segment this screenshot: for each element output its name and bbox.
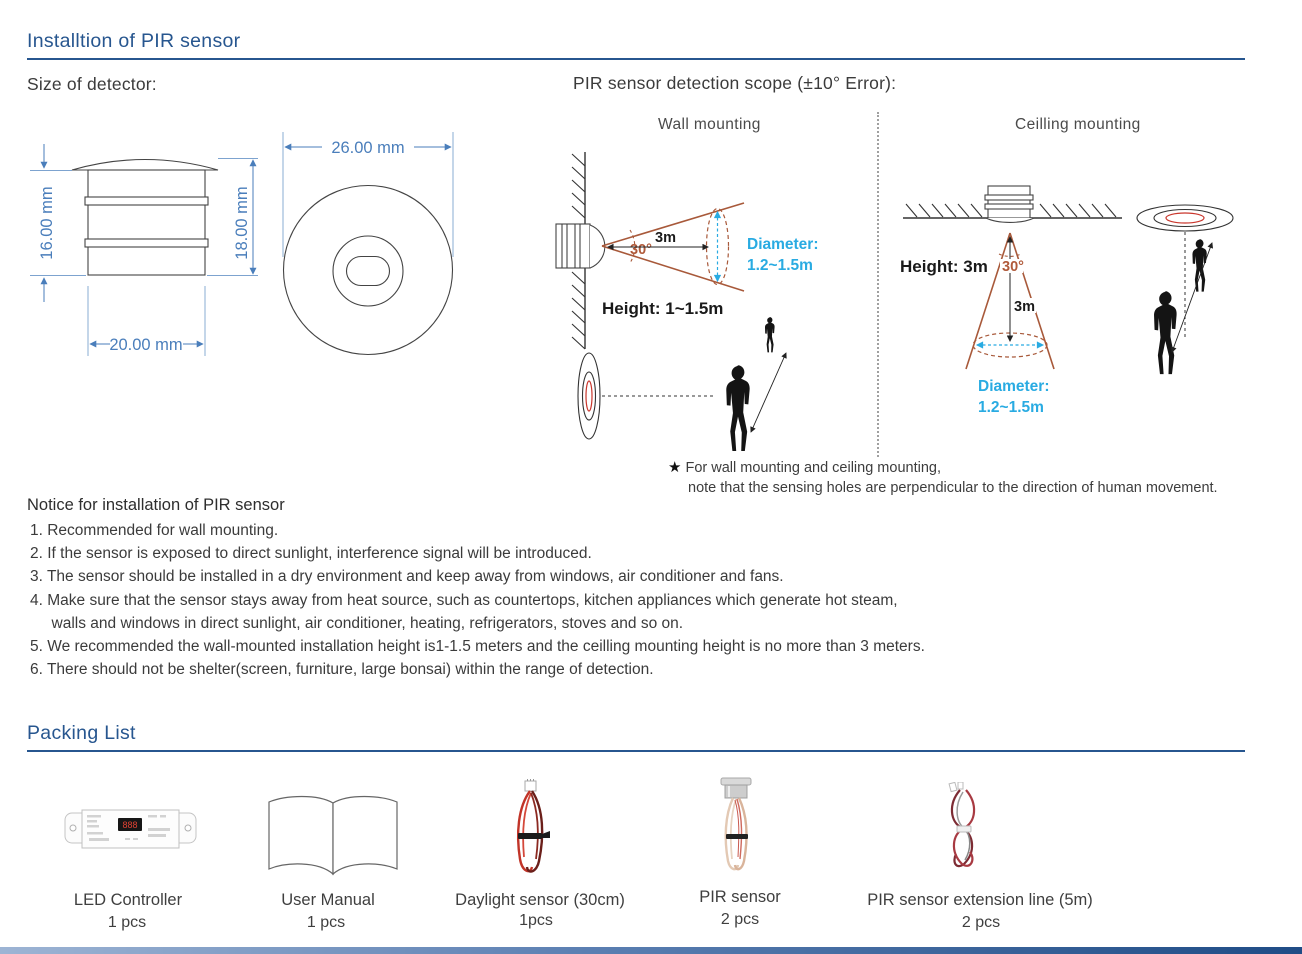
wall-sensor-front-view (578, 353, 600, 439)
led-display-digits: 888 (122, 820, 138, 830)
dim-16mm-label: 16.00 mm (38, 186, 56, 260)
pir-extension-line-image (938, 782, 990, 877)
walking-person-small (765, 317, 775, 352)
packing-item-qty: 1 pcs (306, 914, 346, 931)
star-icon: ★ (668, 459, 682, 476)
ceiling-movement-arrow (1172, 243, 1212, 352)
walking-person-large (1154, 291, 1177, 374)
packing-item-name: PIR sensor (699, 888, 781, 906)
dim-26mm-label: 26.00 mm (331, 139, 405, 157)
size-section-label: Size of detector: (27, 74, 157, 94)
sensor-side-body (72, 160, 218, 276)
notice-line: 1. Recommended for wall mounting. (30, 522, 279, 539)
notice-list (30, 519, 1150, 681)
ceiling-diameter-label: Diameter: (978, 378, 1050, 395)
mounting-note (668, 458, 1228, 498)
sensor-face-body (284, 186, 453, 355)
packing-item-qty: 1 pcs (107, 914, 147, 931)
ceiling-sensor-bottom-view (1137, 205, 1233, 231)
notice-title: Notice for installation of PIR sensor (27, 496, 285, 514)
packing-rule (27, 750, 1245, 752)
ceiling-diameter-value: 1.2~1.5m (978, 399, 1044, 416)
wall-diameter-label: Diameter: (747, 236, 819, 253)
wall-height-label: Height: 1~1.5m (602, 299, 724, 318)
ceiling-height-label: Height: 3m (900, 257, 988, 276)
footer-accent-bar (0, 947, 1302, 954)
page-title: Installtion of PIR sensor (27, 30, 241, 52)
ceiling-mounting-diagram (895, 100, 1255, 470)
note-line2: note that the sensing holes are perpendicular to the direction of human movement. (688, 480, 1218, 496)
notice-line: 4. Make sure that the sensor stays away from heat source, such as countertops, kitchen appliances which generate hot steam, (30, 591, 898, 609)
walking-person-large (726, 365, 749, 451)
wall-diameter-value: 1.2~1.5m (747, 257, 813, 274)
notice-line: walls and windows in direct sunlight, air conditioner, heating, refrigerators, stoves and so on. (30, 614, 684, 632)
walking-person-small (1192, 239, 1206, 292)
notice-line: 5. We recommended the wall-mounted installation height is1-1.5 meters and the ceilling mounting height is no more than 3 meters. (30, 638, 925, 656)
packing-item-name: Daylight sensor (30cm) (455, 891, 625, 909)
packing-item-qty: 1pcs (519, 912, 553, 929)
notice-line: 3. The sensor should be installed in a dry environment and keep away from windows, air conditioner and fans. (30, 568, 784, 586)
wall-angle-label: 30° (630, 242, 652, 258)
packing-item-qty: 2 pcs (961, 914, 1001, 931)
packing-item-qty: 2 pcs (720, 911, 760, 928)
dim-18mm-label: 18.00 mm (233, 186, 251, 260)
daylight-sensor-image (506, 779, 554, 881)
notice-line: 2. If the sensor is exposed to direct sunlight, interference signal will be introduced. (30, 545, 592, 563)
pir-sensor-image (713, 777, 761, 877)
packing-title: Packing List (27, 722, 136, 744)
scope-section-label: PIR sensor detection scope (±10° Error): (573, 73, 897, 93)
notice-line: 6. There should not be shelter(screen, furniture, large bonsai) within the range of detection. (30, 661, 654, 679)
ceiling-sensor (985, 186, 1034, 222)
packing-item-name: LED Controller (73, 891, 183, 909)
wire-loops (518, 791, 542, 872)
dim-20mm-label: 20.00 mm (109, 336, 183, 354)
ceiling-mounting-title: Ceilling mounting (1015, 116, 1141, 133)
note-line1: For wall mounting and ceiling mounting, (685, 460, 941, 476)
packing-item-name: PIR sensor extension line (5m) (867, 891, 1093, 909)
wall-sensor-side (556, 224, 605, 268)
ceiling-angle-label: 30° (1002, 259, 1024, 275)
wall-mounting-title: Wall mounting (658, 116, 761, 133)
wire-loops (726, 798, 747, 869)
wall-movement-arrow (751, 353, 786, 432)
wall-distance-label: 3m (655, 230, 676, 246)
led-controller-image (63, 803, 198, 855)
wall-mounting-diagram (545, 100, 880, 500)
title-rule (27, 58, 1245, 60)
side-view-drawing (20, 135, 270, 370)
top-view-drawing (270, 120, 465, 365)
user-manual-image (262, 790, 404, 882)
ceiling-distance-label: 3m (1014, 299, 1035, 315)
packing-item-name: User Manual (281, 891, 375, 909)
